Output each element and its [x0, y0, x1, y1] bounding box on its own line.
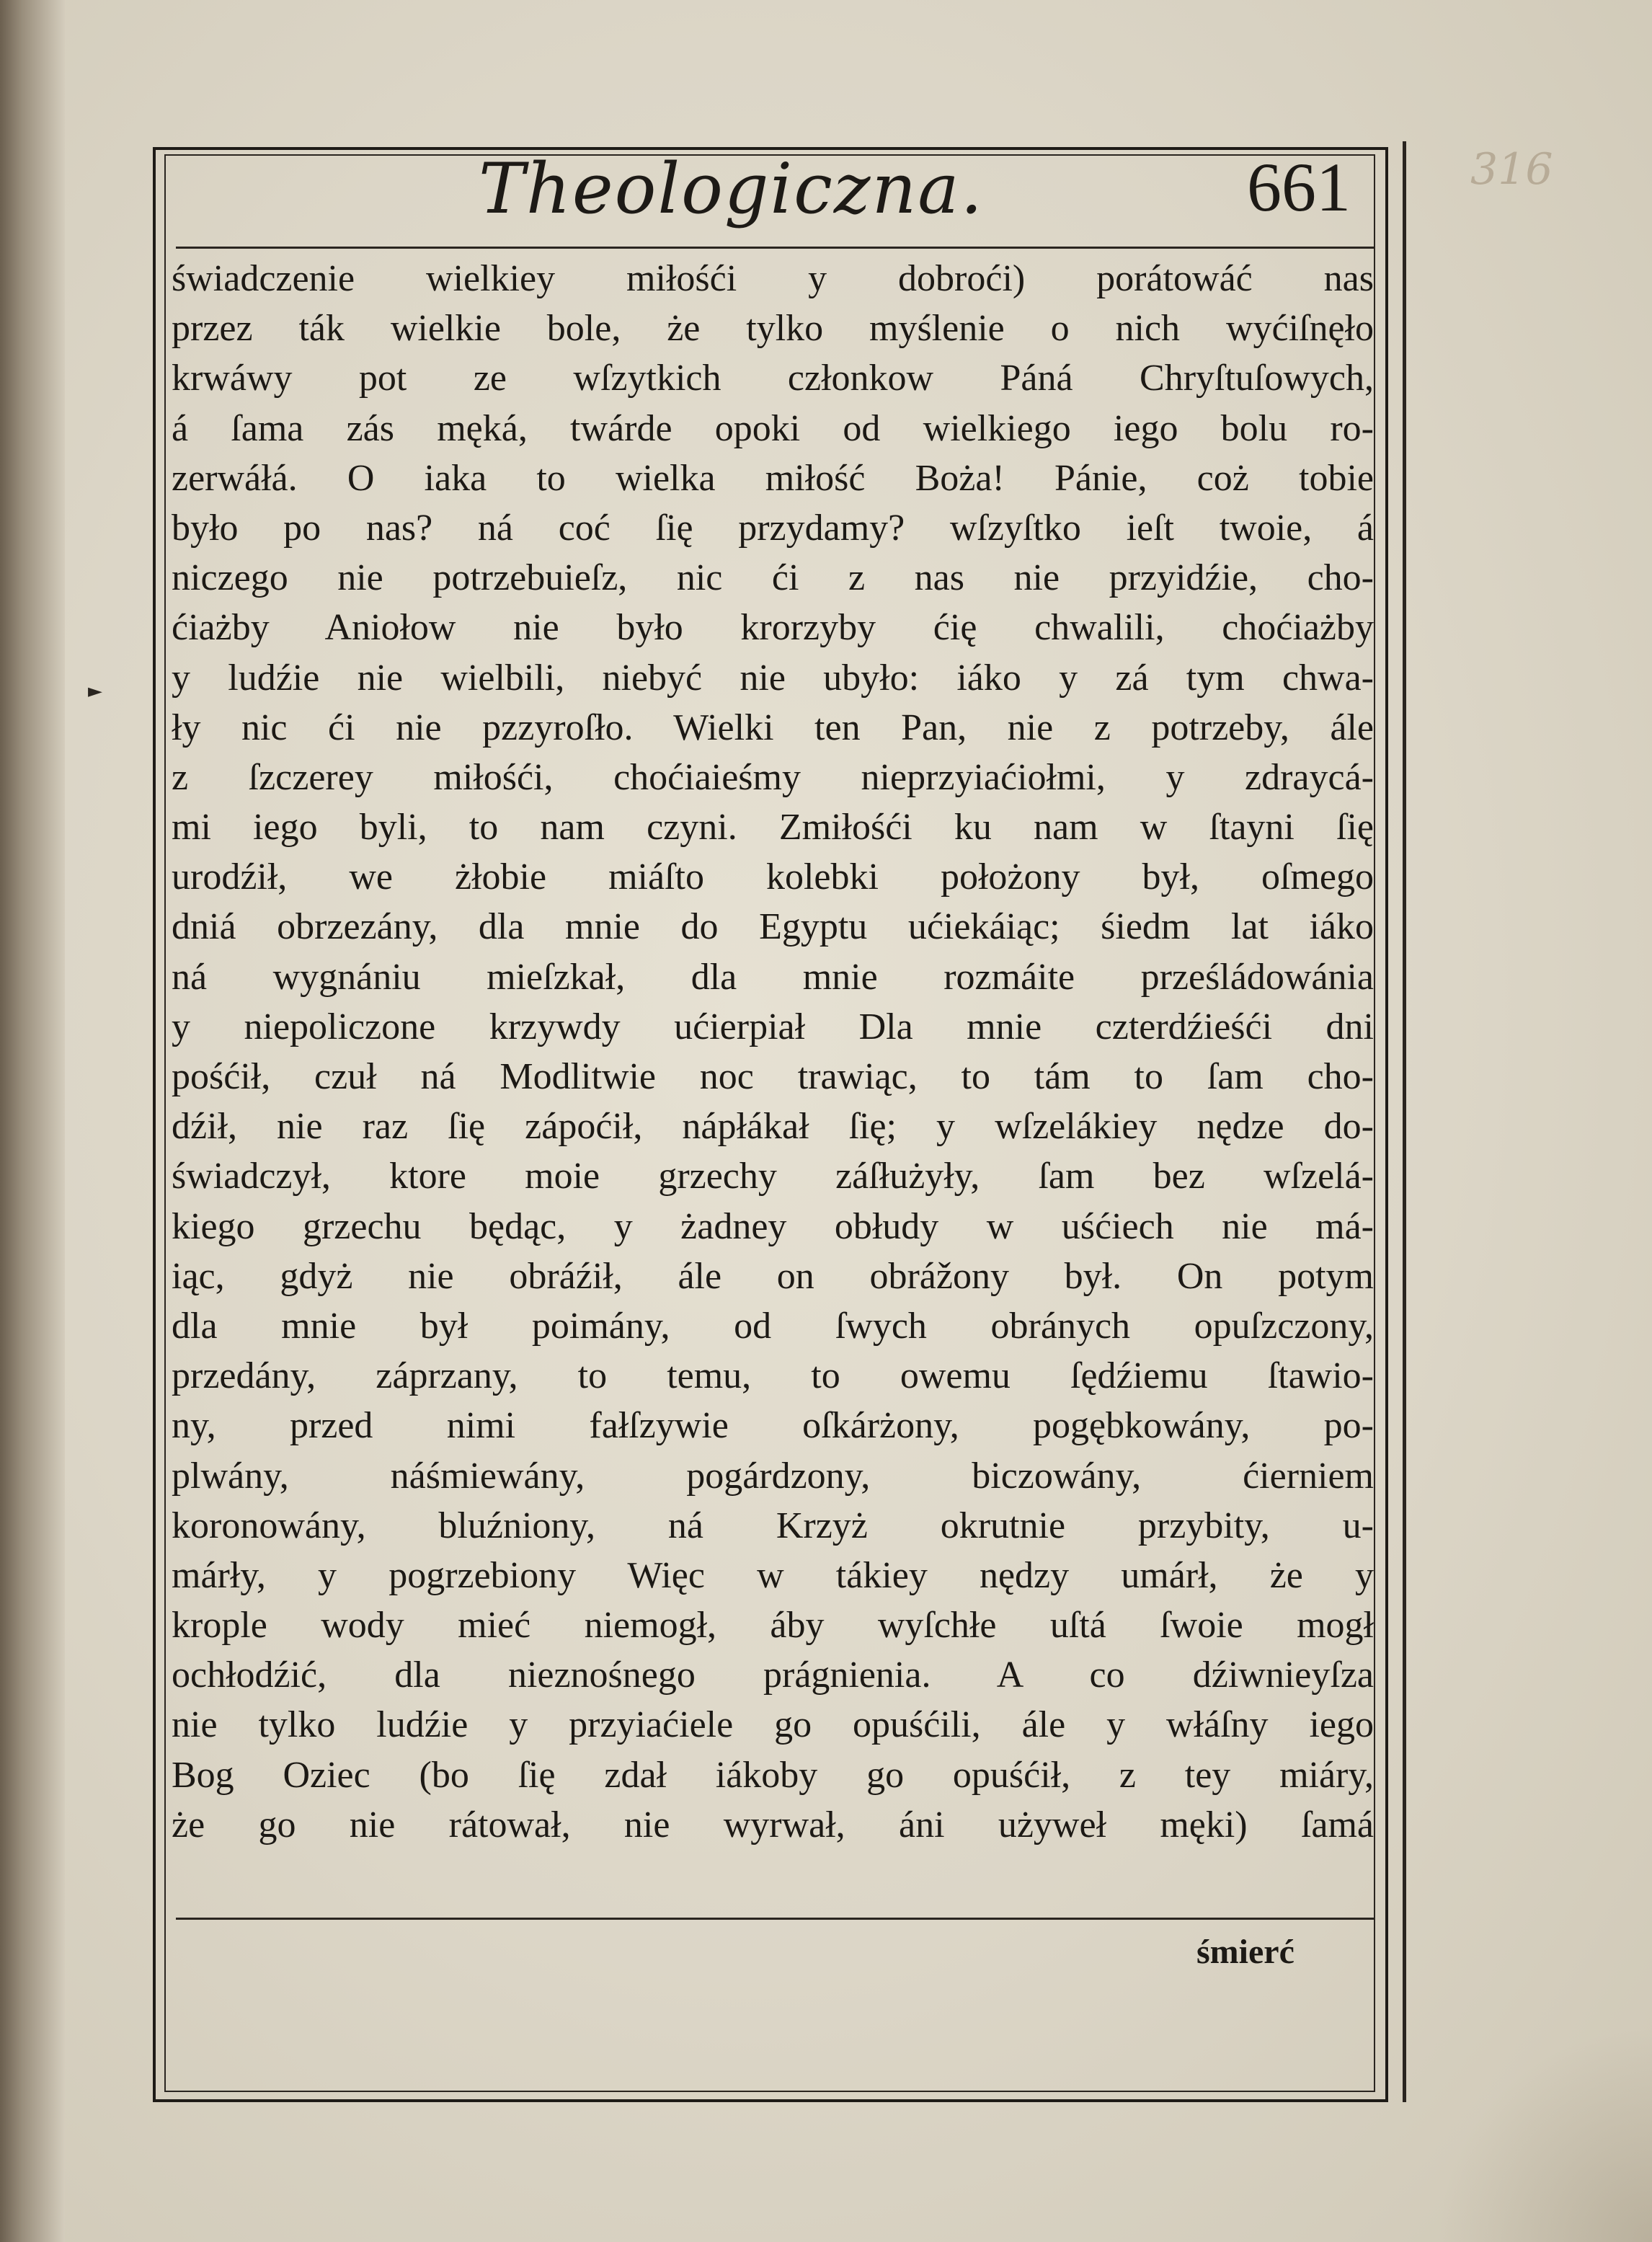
- text-line: márły, y pogrzebiony Więc w tákiey nędzy umárł, że y: [172, 1554, 1374, 1596]
- text-line: iąc, gdyż nie obráźił, ále on obrážony był. On potym: [172, 1255, 1374, 1297]
- text-line: krwáwy pot ze wſzytkich członkow Páná Chryſtuſowych,: [172, 358, 1374, 399]
- text-line: krople wody mieć niemogł, áby wyſchłe uſtá ſwoie mogł: [172, 1605, 1374, 1647]
- text-line: urodźił, we żłobie miáſto kolebki położony był, oſmego: [172, 856, 1374, 898]
- text-line: dla mnie był poimány, od ſwych obránych opuſzczony,: [172, 1305, 1374, 1347]
- text-line: plwány, náśmiewány, pogárdzony, biczowány, ćierniem: [172, 1455, 1374, 1497]
- page-shading: [1436, 2026, 1652, 2242]
- text-line: á ſama zás męká, twárde opoki od wielkiego iego bolu ro-: [172, 407, 1374, 449]
- text-line: zerwáłá. O iaka to wielka miłość Boża! Pánie, coż tobie: [172, 457, 1374, 499]
- text-line: y ludźie nie wielbili, niebyć nie ubyło: iáko y zá tym chwa-: [172, 657, 1374, 699]
- text-line: przedány, záprzany, to temu, to owemu ſędźiemu ſtawio-: [172, 1355, 1374, 1397]
- text-line: ćiażby Aniołow nie było krorzyby ćię chwalili, choćiażby: [172, 607, 1374, 649]
- running-title: Theologiczna.: [479, 149, 985, 229]
- text-line: było po nas? ná coć ſię przydamy? wſzyſtko ieſt twoie, á: [172, 507, 1374, 549]
- right-margin-rule: [1403, 141, 1406, 2102]
- text-line: dniá obrzezány, dla mnie do Egyptu ućiekáiąc; śiedm lat iáko: [172, 906, 1374, 948]
- text-line: mi iego byli, to nam czyni. Zmiłośći ku nam w ſtayni ſię: [172, 807, 1374, 848]
- text-line: y niepoliczone krzywdy ućierpiał Dla mnie czterdźieśći dni: [172, 1006, 1374, 1047]
- text-line: kiego grzechu będąc, y żadney obłudy w uśćiech nie má-: [172, 1205, 1374, 1247]
- body-text: [172, 254, 1374, 1912]
- text-line: ochłodźić, dla nieznośnego prágnienia. A co dźiwnieyſza: [172, 1654, 1374, 1696]
- text-line: niczego nie potrzebuieſz, nic ći z nas nie przyidźie, cho-: [172, 557, 1374, 599]
- page-number: 661: [1247, 149, 1351, 226]
- text-line: dźił, nie raz ſię zápoćił, nápłákał ſię; y wſzelákiey nędze do-: [172, 1106, 1374, 1148]
- page-header: [176, 144, 1372, 252]
- margin-bullet-icon: ►: [88, 681, 102, 702]
- margin-pencil-note: 316: [1470, 144, 1553, 195]
- text-line: że go nie rátował, nie wyrwał, áni używeł męki) ſamá: [172, 1804, 1374, 1846]
- catchword: śmierć: [1196, 1933, 1294, 1971]
- text-line: koronowány, bluźniony, ná Krzyż okrutnie przybity, u-: [172, 1505, 1374, 1546]
- binding-gutter: [0, 0, 65, 2242]
- text-line: ły nic ći nie pzzyroſło. Wielki ten Pan, nie z potrzeby, ále: [172, 706, 1374, 748]
- text-line: ny, przed nimi fałſzywie oſkárżony, pogębkowány, po-: [172, 1405, 1374, 1447]
- text-line: Bog Oziec (bo ſię zdał iákoby go opuśćił, z tey miáry,: [172, 1754, 1374, 1796]
- text-line: świadczył, ktore moie grzechy záſłużyły, ſam bez wſzelá-: [172, 1156, 1374, 1197]
- text-line: ná wygnániu mieſzkał, dla mnie rozmáite prześládowánia: [172, 956, 1374, 998]
- text-line: świadczenie wielkiey miłośći y dobroći) porátowáć nas: [172, 258, 1374, 299]
- text-line: pośćił, czuł ná Modlitwie noc trawiąc, to tám to ſam cho-: [172, 1056, 1374, 1097]
- text-line: z ſzczerey miłośći, choćiaieśmy nieprzyiaćiołmi, y zdraycá-: [172, 756, 1374, 798]
- header-rule: [176, 247, 1375, 249]
- bottom-rule: [176, 1918, 1375, 1920]
- text-line: przez ták wielkie bole, że tylko myślenie o nich wyćiſnęło: [172, 308, 1374, 350]
- text-line: nie tylko ludźie y przyiaćiele go opuśćili, ále y włáſny iego: [172, 1704, 1374, 1746]
